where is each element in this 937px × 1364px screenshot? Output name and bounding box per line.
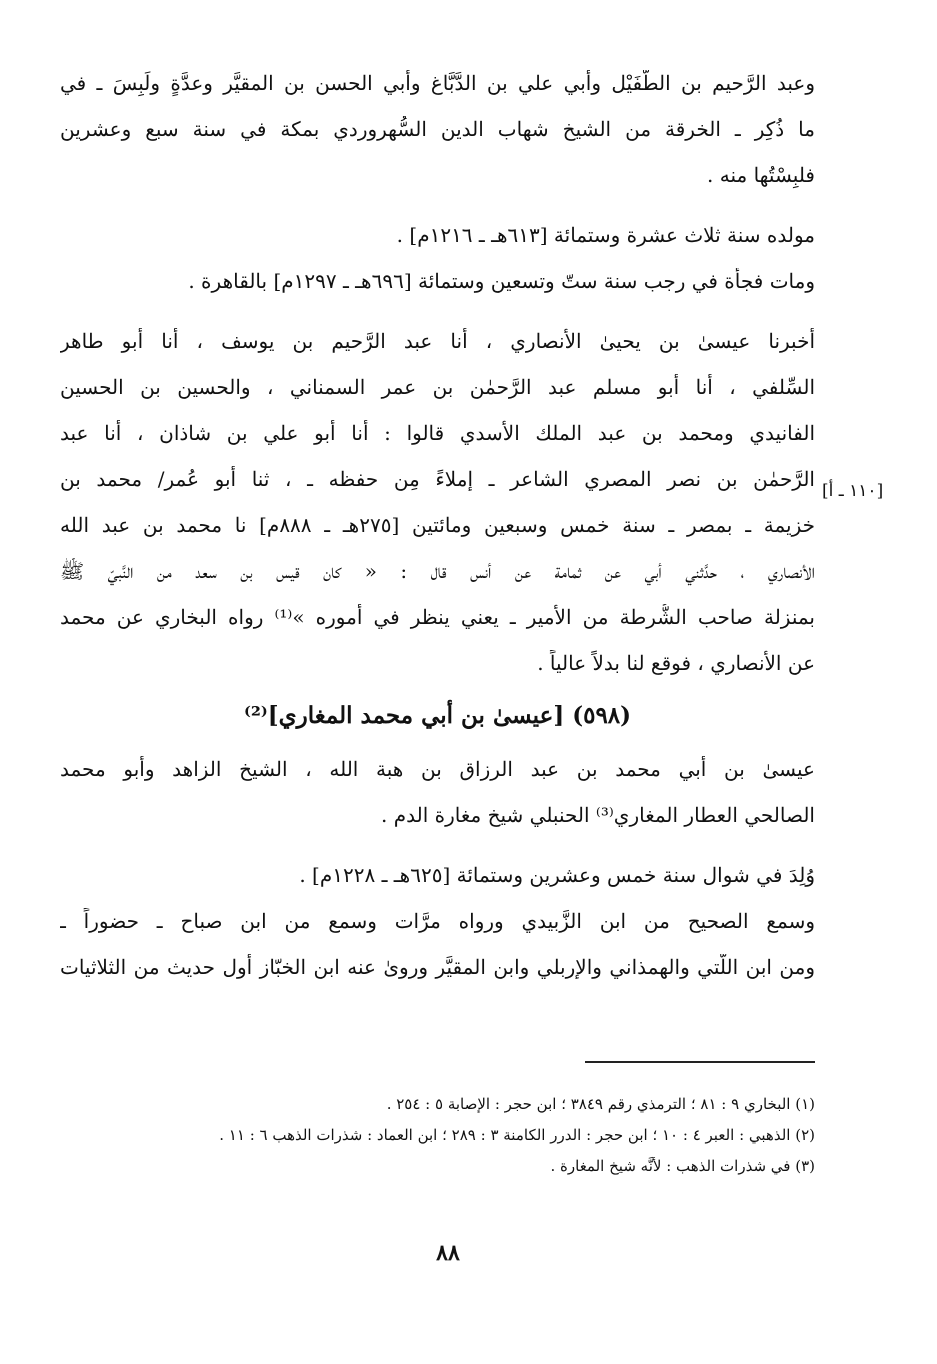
footnote-divider bbox=[585, 1061, 815, 1063]
footnote: (٣) في شذرات الذهب : لأنَّه شيخ المغارة . bbox=[550, 1157, 815, 1175]
text-line: وعبد الرَّحيم بن الطُّفَيْل وأبي علي بن الدَّبَّاغ وأبي الحسن بن المقيَّر وعدَّةٍ ولَبِسَ ـ في bbox=[60, 71, 815, 95]
birth-date-line: وُلِدَ في شوال سنة خمس وعشرين وستمائة [٦٢٥هـ ـ ١٢٢٨م] . bbox=[299, 863, 815, 887]
footnote: (١) البخاري ٩ : ٨١ ؛ الترمذي رقم ٣٨٤٩ ؛ ابن حجر : الإصابة ٥ : ٢٥٤ . bbox=[386, 1095, 815, 1113]
text-line: الصالحي العطار المغاري⁽³⁾ الحنبلي شيخ مغارة الدم . bbox=[381, 803, 815, 827]
text-line: السِّلفي ، أنا أبو مسلم عبد الرَّحمٰن بن عمر السمناني ، والحسين بن الحسين bbox=[60, 375, 815, 399]
text-line: خزيمة ـ بمصر ـ سنة خمس وسبعين ومائتين [٢٧٥هـ ـ ٨٨٨م] نا محمد بن عبد الله bbox=[60, 513, 815, 537]
text-line: ومن ابن اللَّتي والهمذاني والإربلي وابن المقيَّر وروىٰ عنه ابن الخبّاز أول حديث من الثلاثيات bbox=[60, 955, 815, 979]
entry-heading: (٥٩٨) [عيسىٰ بن أبي محمد المغاري]⁽²⁾ bbox=[243, 702, 632, 729]
text-line: فلبِسْتُها منه . bbox=[707, 163, 815, 187]
footnotes bbox=[110, 1094, 815, 1187]
text-line: أخبرنا عيسىٰ بن يحيىٰ الأنصاري ، أنا عبد الرَّحيم بن يوسف ، أنا أبو طاهر bbox=[60, 329, 815, 353]
page-number: ٨٨ bbox=[436, 1240, 460, 1266]
text-line: عيسىٰ بن أبي محمد بن عبد الرزاق بن هبة الله ، الشيخ الزاهد وأبو محمد bbox=[60, 757, 815, 781]
footnote: (٢) الذهبي : العبر ٤ : ١٠ ؛ ابن حجر : الدرر الكامنة ٣ : ٢٨٩ ؛ ابن العماد : شذرات الذهب ٦ : ١١ . bbox=[219, 1126, 815, 1144]
manuscript-folio-marker: [١١٠ ـ أ] bbox=[822, 481, 884, 501]
death-date-line: ومات فجأة في رجب سنة ستّ وتسعين وستمائة [٦٩٦هـ ـ ١٢٩٧م] بالقاهرة . bbox=[188, 269, 815, 293]
text-line: وسمع الصحيح من ابن الزَّبيدي ورواه مرَّات وسمع من ابن صباح ـ حضوراً ـ bbox=[60, 909, 815, 933]
text-line: عن الأنصاري ، فوقع لنا بدلاً عالياً . bbox=[537, 651, 815, 675]
text-line: الرَّحمٰن بن نصر المصري الشاعر ـ إملاءً مِن حفظه ـ ، ثنا أبو عُمر/ محمد بن bbox=[60, 467, 815, 491]
birth-date-line: مولده سنة ثلاث عشرة وستمائة [٦١٣هـ ـ ١٢١٦م] . bbox=[396, 223, 815, 247]
page-body bbox=[60, 70, 815, 1000]
text-line: بمنزلة صاحب الشُّرطة من الأمير ـ يعني ينظر في أموره »⁽¹⁾ رواه البخاري عن محمد bbox=[60, 605, 815, 629]
text-line: ما ذُكِر ـ الخرقة من الشيخ شهاب الدين السُّهروردي بمكة في سنة سبع وعشرين bbox=[60, 117, 815, 141]
text-line: الفانيدي ومحمد بن عبد الملك الأسدي قالوا : أنا أبو علي بن شاذان ، أنا عبد bbox=[60, 421, 815, 445]
text-line: الأنصاري ، حدَّثني أبي عن ثمامة عن أنس قال : « كان قيس بن سعد من النَّبيّ ﷺ bbox=[60, 559, 815, 583]
